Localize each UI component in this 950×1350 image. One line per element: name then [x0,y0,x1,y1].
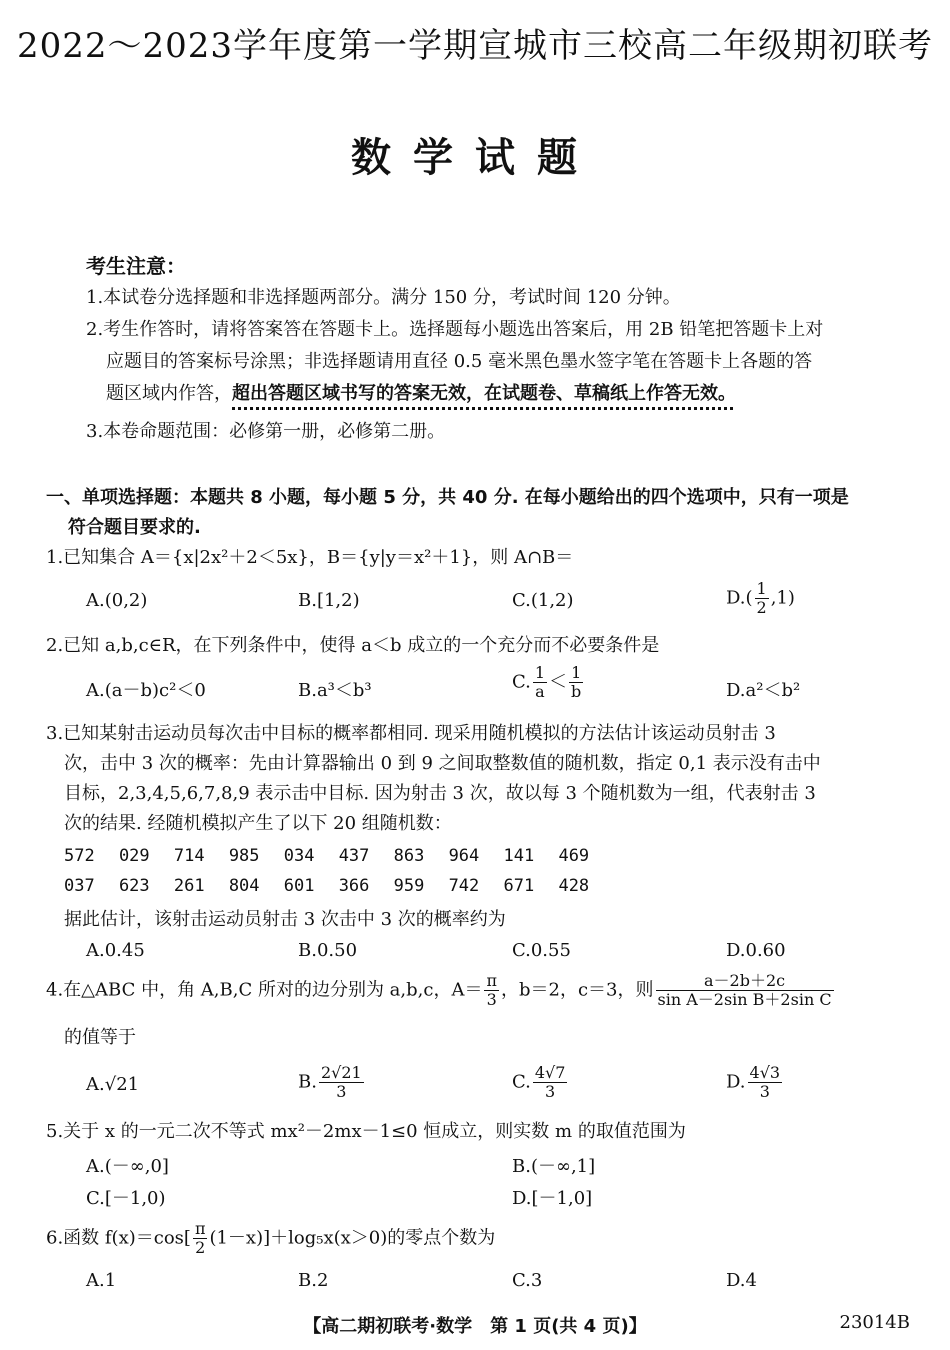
q4-c-denominator: 3 [545,1082,556,1101]
q4-text-pre: 4.在△ABC 中，角 A,B,C 所对的边分别为 a,b,c，A＝ [46,979,483,1001]
q4-option-c [512,1064,569,1101]
q4-option-a: A.√21 [86,1074,140,1095]
q6-text-pre: 6.函数 f(x)＝cos[ [46,1227,191,1249]
q1-option-a: A.(0,2) [86,590,148,611]
note-2-line-1: 2.考生作答时，请将答案答在答题卡上。选择题每小题选出答案后，用 2B 铅笔把答题卡上对 [86,319,824,340]
q2-c-fraction-1 [533,664,547,701]
question-3-line-5: 据此估计，该射击运动员射击 3 次击中 3 次的概率约为 [64,909,506,930]
q4-expression-fraction [656,972,834,1009]
random-numbers-row-1: 572 029 714 985 034 437 863 964 141 469 [64,846,590,866]
question-3-line-1: 3.已知某射击运动员每次击中目标的概率都相同. 现采用随机模拟的方法估计该运动员射击 3 [46,723,776,744]
q4-b-denominator: 3 [336,1082,347,1101]
q2-c-fraction-2 [569,664,583,701]
paper-code: 23014B [839,1312,910,1333]
q4-c-prefix: C. [512,1071,531,1093]
q2-c-numerator-1: 1 [534,663,546,682]
question-6-stem [46,1220,495,1257]
q5-option-b: B.(－∞,1] [512,1156,596,1177]
q4-d-prefix: D. [726,1071,746,1093]
section-1-heading-line-2: 符合题目要求的. [68,517,201,538]
q1-option-b: B.[1,2) [298,590,360,611]
q1-option-c: C.(1,2) [512,590,574,611]
q3-option-d: D.0.60 [726,940,786,961]
q1-d-denominator: 2 [756,598,767,617]
q5-option-d: D.[－1,0] [512,1188,593,1209]
q4-text-mid: ，b＝2，c＝3，则 [500,979,654,1001]
q4-angle-numerator: π [486,971,497,990]
q2-c-denominator-2: b [571,682,582,701]
random-numbers-row-2: 037 623 261 804 601 366 959 742 671 428 [64,876,590,896]
question-4-line-2: 的值等于 [64,1027,136,1048]
q6-option-a: A.1 [86,1270,117,1291]
q1-d-prefix: D.( [726,587,753,609]
section-1-heading-line-1: 一、单项选择题：本题共 8 小题，每小题 5 分，共 40 分. 在每小题给出的四个选项中，只有一项是 [46,487,849,508]
q2-c-denominator-1: a [535,682,545,701]
question-5-stem: 5.关于 x 的一元二次不等式 mx²－2mx－1≤0 恒成立，则实数 m 的取值范围为 [46,1121,686,1142]
q2-option-b: B.a³＜b³ [298,680,372,701]
question-4-stem [46,972,836,1009]
q1-option-d [726,580,795,617]
q6-pi-denominator: 2 [195,1238,206,1257]
q6-option-c: C.3 [512,1270,543,1291]
q4-angle-fraction [484,972,499,1009]
q6-pi-fraction [193,1220,208,1257]
q4-b-numerator: 2√21 [320,1063,362,1082]
notes-title: 考生注意： [86,254,186,278]
q2-option-a: A.(a－b)c²＜0 [86,680,206,701]
q4-d-denominator: 3 [759,1082,770,1101]
question-3-line-4: 次的结果. 经随机模拟产生了以下 20 组随机数： [64,813,452,834]
q1-d-numerator: 1 [756,579,767,598]
document-title: 数学试题 [351,135,599,181]
q4-c-numerator: 4√7 [534,1063,566,1082]
question-2-stem: 2.已知 a,b,c∈R，在下列条件中，使得 a＜b 成立的一个充分而不必要条件是 [46,635,660,656]
q4-option-d [726,1064,784,1101]
question-1-stem: 1.已知集合 A＝{x|2x²＋2＜5x}，B＝{y|y＝x²＋1}，则 A∩B＝ [46,547,574,568]
q2-option-c [512,664,585,701]
q6-option-b: B.2 [298,1270,329,1291]
q2-c-prefix: C. [512,671,531,693]
note-3: 3.本卷命题范围：必修第一册，必修第二册。 [86,421,446,442]
q5-option-a: A.(－∞,0] [86,1156,169,1177]
note-2-emphasis: 超出答题区域书写的答案无效，在试题卷、草稿纸上作答无效。 [232,383,736,404]
note-2-line-3 [106,378,736,410]
q6-pi-numerator: π [194,1219,206,1238]
q2-c-numerator-2: 1 [569,664,583,683]
header-title: 2022～2023学年度第一学期宣城市三校高二年级期初联考 [16,26,934,66]
q5-option-c: C.[－1,0) [86,1188,166,1209]
page-footer: 【高二期初联考·数学 第 1 页(共 4 页)】 [303,1316,647,1337]
q3-option-c: C.0.55 [512,940,571,961]
q3-option-b: B.0.50 [298,940,358,961]
q2-option-d: D.a²＜b² [726,680,801,701]
q4-angle-denominator: 3 [486,990,497,1009]
q4-d-numerator: 4√3 [749,1063,781,1082]
q6-text-post: (1－x)]＋log₅x(x＞0)的零点个数为 [209,1227,496,1249]
q1-d-suffix: ,1) [770,587,795,609]
q1-d-fraction [755,580,769,617]
q4-b-prefix: B. [298,1071,317,1093]
note-2-text: 题区域内作答， [106,383,232,404]
q4-expression-numerator: a－2b＋2c [656,972,834,991]
q3-option-a: A.0.45 [86,940,145,961]
q4-b-fraction [319,1064,364,1101]
q4-d-fraction [748,1064,783,1101]
note-2-line-2: 应题目的答案标号涂黑；非选择题请用直径 0.5 毫米黑色墨水签字笔在答题卡上各题的答 [106,351,813,372]
q4-c-fraction [533,1064,568,1101]
note-1: 1.本试卷分选择题和非选择题两部分。满分 150 分，考试时间 120 分钟。 [86,287,681,308]
question-3-line-3: 目标，2,3,4,5,6,7,8,9 表示击中目标. 因为射击 3 次，故以每 3 个随机数为一组，代表射击 3 [64,783,816,804]
question-3-line-2: 次，击中 3 次的概率：先由计算器输出 0 到 9 之间取整数值的随机数，指定 0,1 表示没有击中 [64,753,821,774]
q6-option-d: D.4 [726,1270,757,1291]
q4-option-b [298,1064,366,1101]
q2-c-less-than: ＜ [549,671,568,693]
q4-expression-denominator: sin A－2sin B＋2sin C [657,990,832,1009]
